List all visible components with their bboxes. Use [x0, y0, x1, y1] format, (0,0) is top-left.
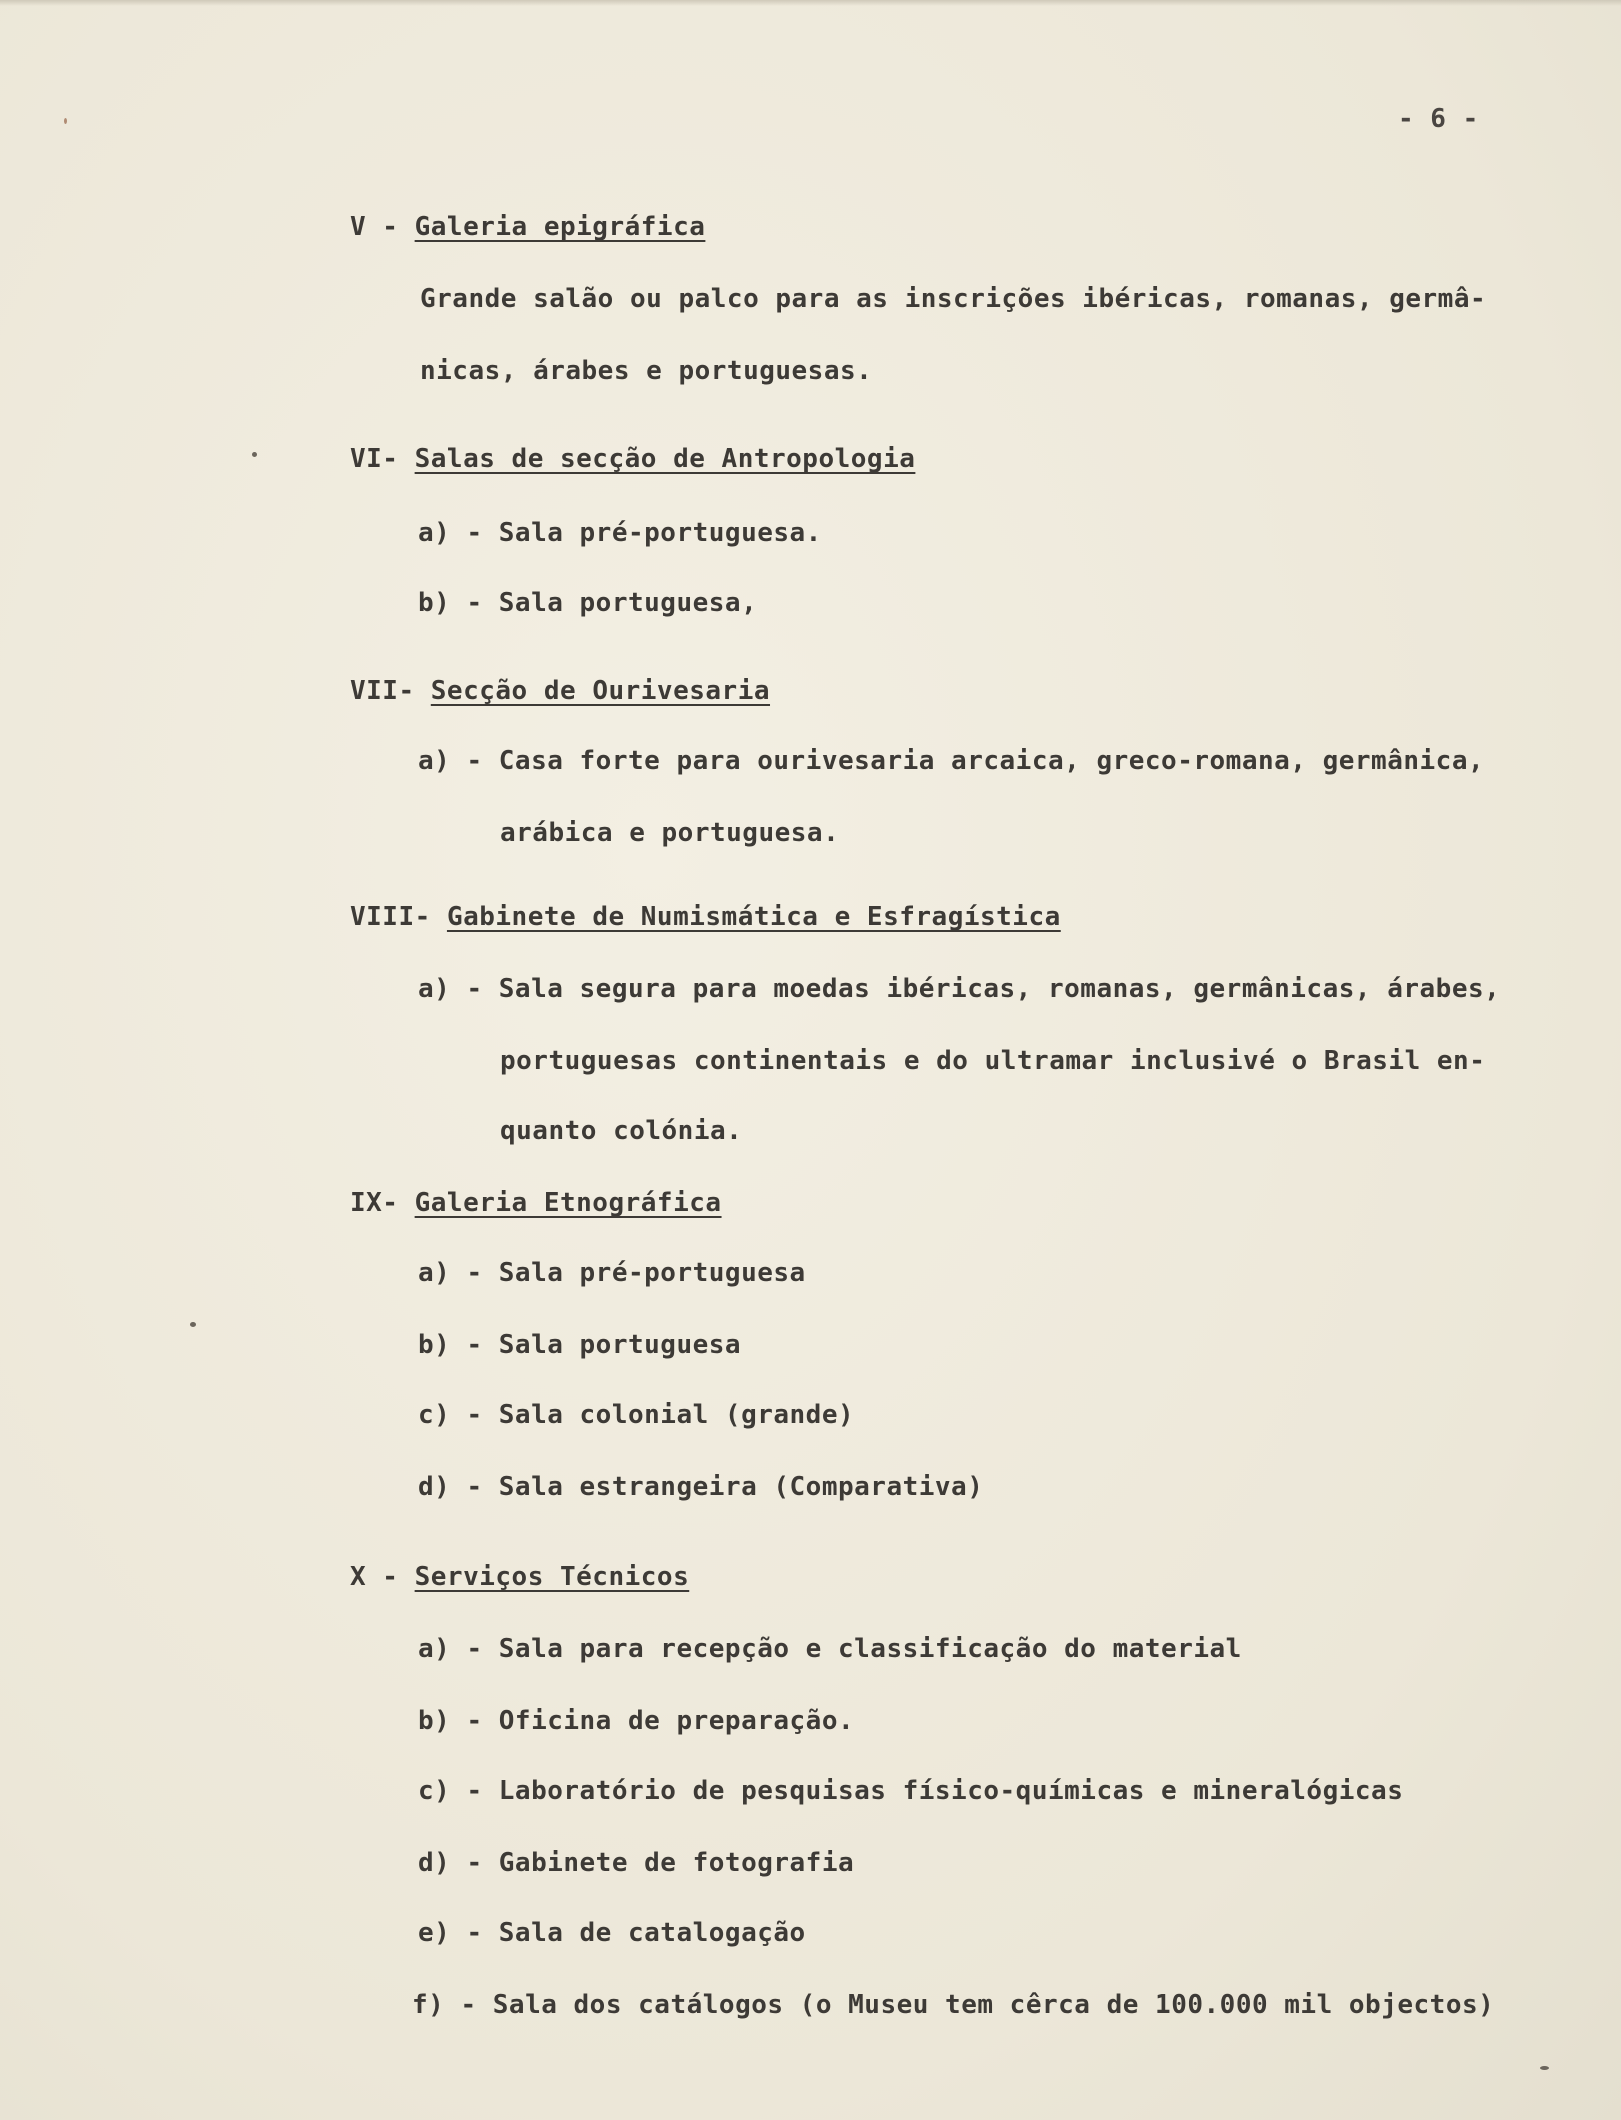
text-line: b) - Sala portuguesa — [418, 1330, 742, 1360]
section-title: Salas de secção de Antropologia — [414, 444, 916, 474]
section-heading — [350, 210, 705, 244]
section-heading — [350, 674, 770, 708]
text-line: a) - Casa forte para ourivesaria arcaica, greco-romana, germânica, — [418, 746, 1485, 776]
text-line: a) - Sala segura para moedas ibéricas, romanas, germânicas, árabes, — [418, 974, 1501, 1004]
paper-speck — [252, 452, 257, 457]
paper-speck — [190, 1322, 196, 1327]
text-line: d) - Sala estrangeira (Comparativa) — [418, 1472, 984, 1502]
section-heading — [350, 900, 1061, 934]
text-line: portuguesas continentais e do ultramar inclusivé o Brasil en- — [500, 1046, 1486, 1076]
text-line: c) - Laboratório de pesquisas físico-químicas e mineralógicas — [418, 1776, 1404, 1806]
text-line: a) - Sala pré-portuguesa. — [418, 518, 822, 548]
text-line: quanto colónia. — [500, 1116, 743, 1146]
section-numeral: X - — [350, 1562, 399, 1592]
text-line: d) - Gabinete de fotografia — [418, 1848, 855, 1878]
section-title: Galeria epigráfica — [414, 212, 706, 242]
text-line: a) - Sala pré-portuguesa — [418, 1258, 806, 1288]
section-heading — [350, 1186, 722, 1220]
section-title: Galeria Etnográfica — [414, 1188, 722, 1218]
page-number: - 6 - — [1398, 104, 1479, 134]
section-numeral: VI- — [350, 444, 399, 474]
section-numeral: IX- — [350, 1188, 399, 1218]
section-title: Gabinete de Numismática e Esfragística — [446, 902, 1061, 932]
text-line: e) - Sala de catalogação — [418, 1918, 806, 1948]
section-heading — [350, 1560, 689, 1594]
section-title: Serviços Técnicos — [414, 1562, 690, 1592]
section-heading — [350, 442, 915, 476]
section-title: Secção de Ourivesaria — [430, 676, 771, 706]
paper-top-edge — [0, 0, 1621, 6]
paper-speck — [1540, 2066, 1549, 2070]
text-line: f) - Sala dos catálogos (o Museu tem cêrca de 100.000 mil objectos) — [412, 1990, 1495, 2020]
section-numeral: VII- — [350, 676, 415, 706]
paper-speck — [64, 118, 67, 124]
text-line: nicas, árabes e portuguesas. — [420, 356, 873, 386]
text-line: b) - Sala portuguesa, — [418, 588, 758, 618]
text-line: a) - Sala para recepção e classificação do material — [418, 1634, 1242, 1664]
section-numeral: V - — [350, 212, 399, 242]
text-line: Grande salão ou palco para as inscrições ibéricas, romanas, germâ- — [420, 284, 1487, 314]
text-line: b) - Oficina de preparação. — [418, 1706, 855, 1736]
text-line: arábica e portuguesa. — [500, 818, 840, 848]
section-numeral: VIII- — [350, 902, 431, 932]
text-line: c) - Sala colonial (grande) — [418, 1400, 855, 1430]
